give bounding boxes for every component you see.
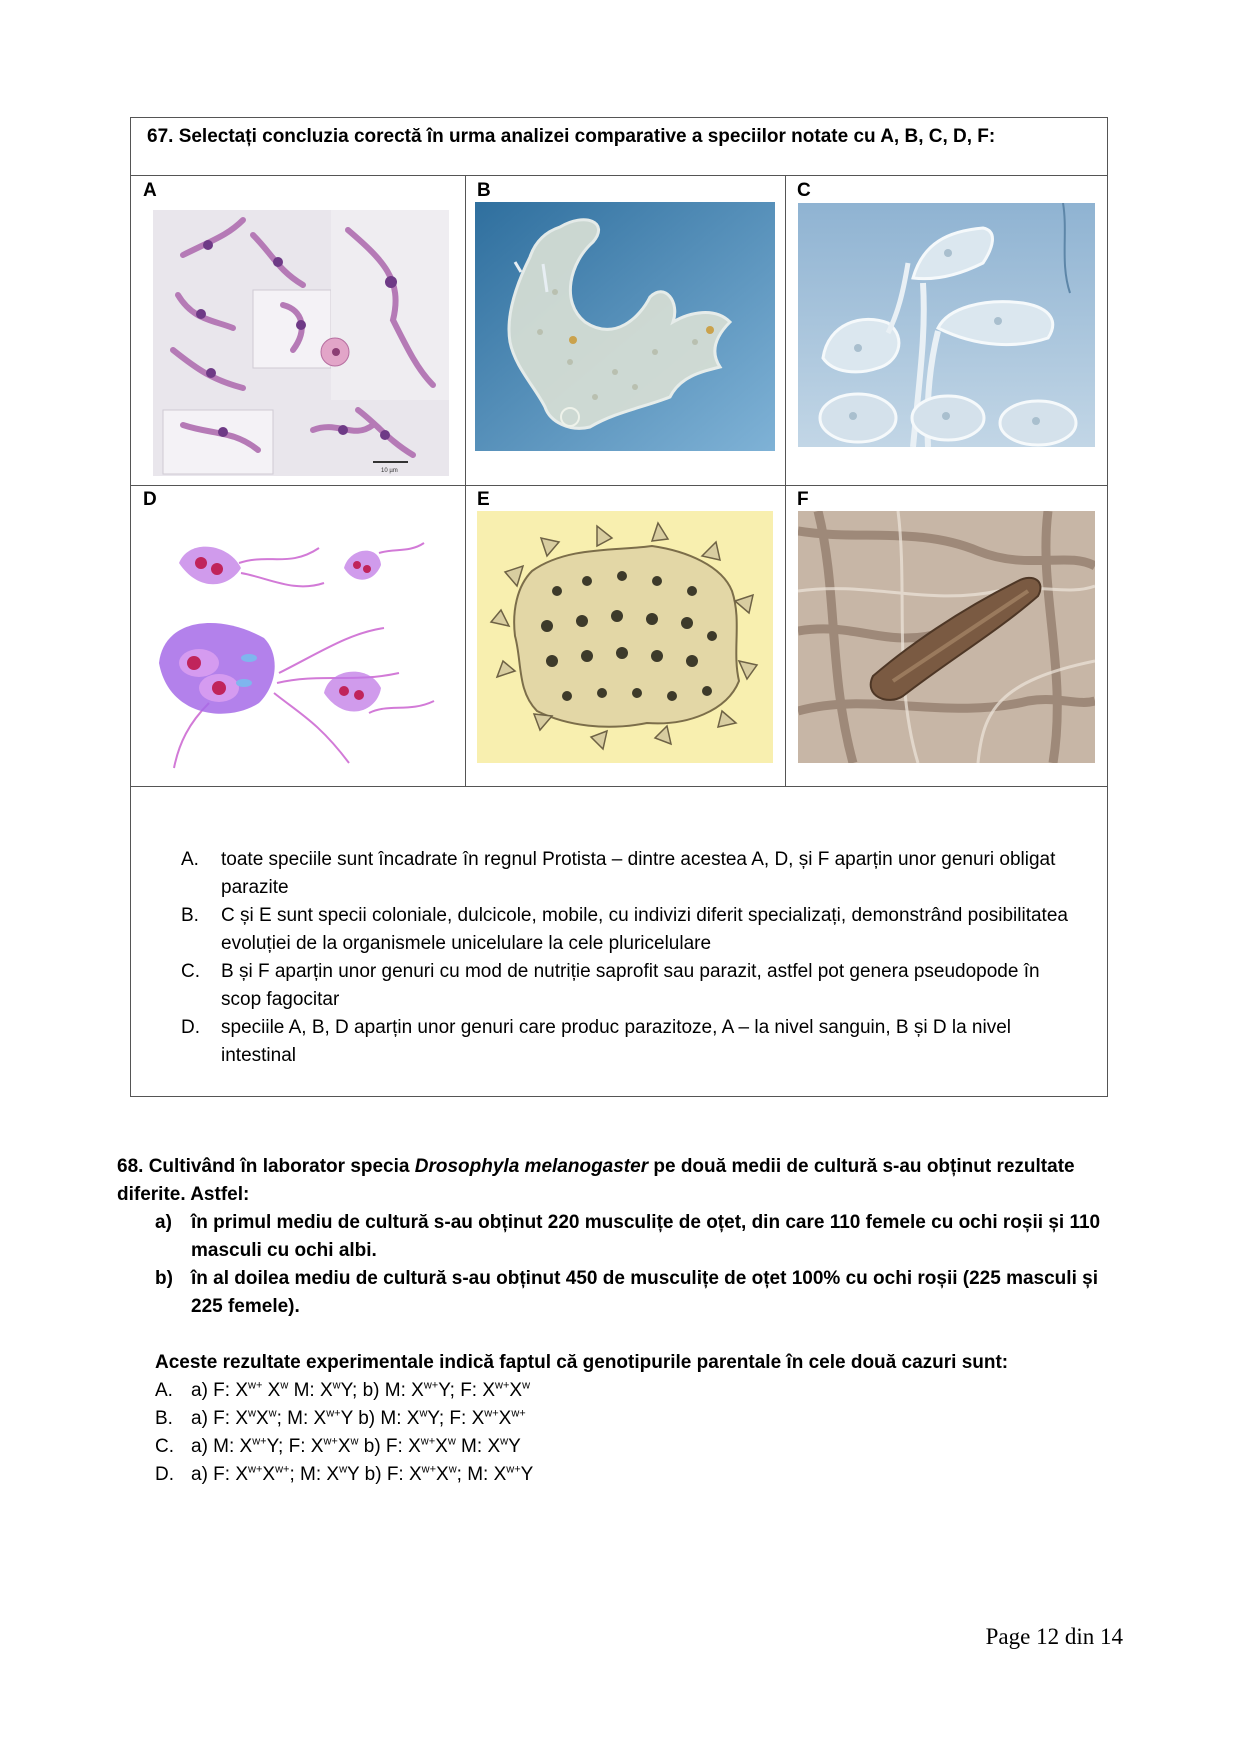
cell-label: E [477, 489, 490, 510]
sub-text: în al doilea mediu de cultură s-au obținut 450 de musculițe de oțet 100% cu ochi roșii (225 masculi și 225 femele). [191, 1268, 1098, 1317]
cell-a [131, 176, 465, 485]
answer-option-a [117, 1377, 1127, 1405]
option-d [181, 1014, 1081, 1070]
cell-label: A [143, 180, 157, 201]
answer-text: a) F: $X^{w+}$ $X^w$ M: $X^wY$; b) M: $X^{w+}Y$; F: $X^{w+}X^w$ [191, 1379, 531, 1401]
sub-letter: a) [155, 1212, 172, 1233]
answer-letter: C. [155, 1436, 174, 1457]
answer-letter: A. [155, 1380, 173, 1401]
trypanosome-micrograph-image [153, 210, 449, 476]
question-68-lead: Aceste rezultate experimentale indică faptul că genotipurile parentale în cele două cazuri sunt: [155, 1352, 1009, 1373]
option-b [181, 902, 1081, 958]
cell-d [131, 485, 465, 786]
sub-item-a [117, 1209, 1127, 1265]
option-letter: D. [181, 1017, 200, 1038]
stem-text: 68. Cultivând în laborator specia [117, 1156, 415, 1177]
cell-label: C [797, 180, 811, 201]
answer-option-d [117, 1461, 1127, 1489]
option-letter: B. [181, 905, 199, 926]
answer-text: a) F: $X^wX^w$; M: $X^{w+}Y$ b) M: $X^wY$; F: $X^{w+}X^{w+}$ [191, 1407, 526, 1429]
question-67-table [130, 117, 1108, 1097]
question-67-title: 67. Selectați concluzia corectă în urma analizei comparative a speciilor notate cu A, B, C, D, F: [131, 118, 1107, 176]
grid-divider [131, 786, 1107, 787]
answer-letter: B. [155, 1408, 173, 1429]
sub-letter: b) [155, 1268, 173, 1289]
answer-option-c [117, 1433, 1127, 1461]
option-a [181, 846, 1081, 902]
answer-option-b [117, 1405, 1127, 1433]
giardia-illustration-image [149, 523, 449, 773]
vorticella-micrograph-image [798, 203, 1095, 447]
stem-text: pe două medii de cultură s-au obținut rezultate diferite. Astfel: [117, 1156, 1075, 1205]
page-number: Page 12 din 14 [985, 1624, 1123, 1649]
question-68-answers [117, 1377, 1127, 1489]
cell-c [785, 176, 1109, 485]
cell-b [465, 176, 785, 485]
option-text: C și E sunt specii coloniale, dulcicole, mobile, cu indivizi diferit specializați, demonstrând posibilitatea evoluției de la organismele unicelulare la cele pluricelulare [221, 905, 1068, 954]
question-68 [117, 1153, 1127, 1489]
option-letter: A. [181, 849, 199, 870]
option-text: speciile A, B, D aparțin unor genuri care produc parazitoze, A – la nivel sanguin, B și D la nivel intestinal [221, 1017, 1011, 1066]
option-text: B și F aparțin unor genuri cu mod de nutriție saprofit sau parazit, astfel pot genera pseudopode în scop fagocitar [221, 961, 1040, 1010]
colonial-protist-drawing-image [477, 511, 773, 763]
amoeba-micrograph-image [475, 202, 775, 451]
cell-label: D [143, 489, 157, 510]
option-text: toate speciile sunt încadrate în regnul Protista – dintre acestea A, D, și F aparțin unor genuri obligat parazite [221, 849, 1056, 898]
sub-text: în primul mediu de cultură s-au obținut 220 musculițe de oțet, din care 110 femele cu ochi roșii și 110 masculi cu ochi albi. [191, 1212, 1101, 1261]
option-letter: C. [181, 961, 200, 982]
scale-bar-text: 10 µm [381, 468, 398, 474]
answer-text: a) F: $X^{w+}X^{w+}$; M: $X^wY$ b) F: $X^{w+}X^w$; M: $X^{w+}Y$ [191, 1463, 534, 1485]
cell-label: F [797, 489, 809, 510]
cell-e [465, 485, 785, 786]
cell-f [785, 485, 1109, 786]
answer-text: a) M: $X^{w+}Y$; F: $X^{w+}X^w$ b) F: $X^{w+}X^w$ M: $X^wY$ [191, 1435, 521, 1457]
option-c [181, 958, 1081, 1014]
species-name: Drosophyla melanogaster [414, 1156, 649, 1177]
sub-item-b [117, 1265, 1127, 1321]
question-68-stem [117, 1153, 1127, 1209]
protist-micrograph-image [798, 511, 1095, 763]
question-67-options [181, 846, 1081, 1070]
answer-letter: D. [155, 1464, 174, 1485]
cell-label: B [477, 180, 491, 201]
